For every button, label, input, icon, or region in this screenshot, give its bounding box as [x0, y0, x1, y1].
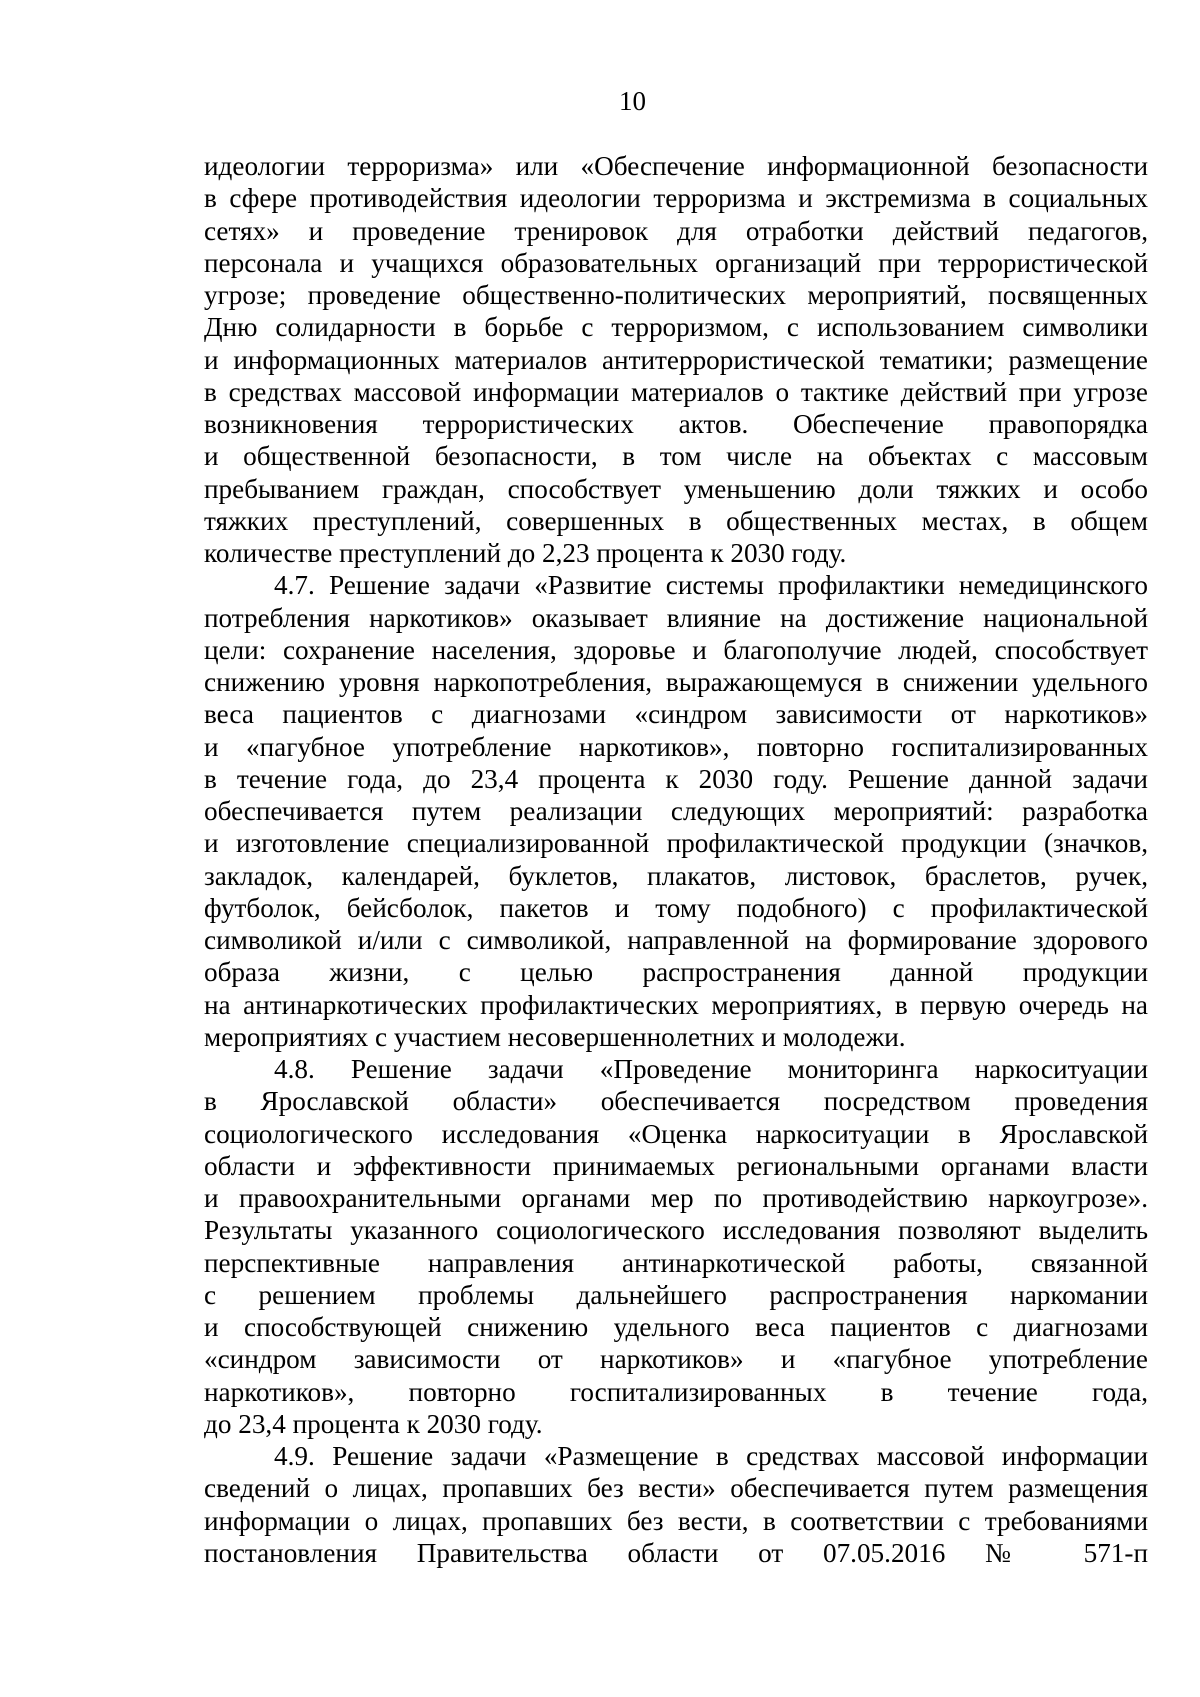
text-line: в сфере противодействия идеологии терроризма и экстремизма в социальных: [204, 183, 1148, 214]
paragraph-2-section-4-7: [204, 569, 1148, 1053]
text-line: идеологии терроризма» или «Обеспечение информационной безопасности: [204, 151, 1148, 181]
text-line: количестве преступлений до 2,23 процента к 2030 году.: [204, 538, 847, 568]
text-line: и «пагубное употребление наркотиков», повторно госпитализированных: [204, 731, 1148, 762]
text-line: 4.8. Решение задачи «Проведение мониторинга наркоситуации: [274, 1054, 1148, 1084]
text-line: и способствующей снижению удельного веса пациентов с диагнозами: [204, 1312, 1148, 1342]
text-line: Дню солидарности в борьбе с терроризмом, с использованием символики: [204, 312, 1148, 343]
text-line: наркотиков», повторно госпитализированных в течение года,: [204, 1376, 1148, 1407]
text-line: веса пациентов с диагнозами «синдром зависимости от наркотиков»: [204, 699, 1148, 730]
text-line: символикой и/или с символикой, направленной на формирование здорового: [204, 925, 1148, 955]
text-line: перспективные направления антинаркотической работы, связанной: [204, 1247, 1148, 1278]
text-line: персонала и учащихся образовательных организаций при террористической: [204, 247, 1148, 278]
text-line: области и эффективности принимаемых региональными органами власти: [204, 1150, 1148, 1181]
text-line: угрозе; проведение общественно-политических мероприятий, посвященных: [204, 280, 1148, 310]
text-line: сведений о лицах, пропавших без вести» обеспечивается путем размещения: [204, 1473, 1148, 1504]
text-line: информации о лицах, пропавших без вести, в соответствии с требованиями: [204, 1505, 1148, 1536]
text-line: закладок, календарей, буклетов, плакатов, листовок, браслетов, ручек,: [204, 860, 1148, 891]
text-line: Результаты указанного социологического исследования позволяют выделить: [204, 1215, 1148, 1246]
text-line: на антинаркотических профилактических мероприятиях, в первую очередь на: [204, 989, 1148, 1020]
text-line: и правоохранительными органами мер по противодействию наркоугрозе».: [204, 1183, 1148, 1213]
paragraph-3-section-4-8: [204, 1053, 1148, 1440]
text-line: мероприятиях с участием несовершеннолетних и молодежи.: [204, 1021, 906, 1052]
text-line: до 23,4 процента к 2030 году.: [204, 1408, 543, 1439]
text-line: возникновения террористических актов. Обеспечение правопорядка: [204, 409, 1148, 439]
page-number: 10: [619, 86, 646, 116]
text-line: тяжких преступлений, совершенных в общественных местах, в общем: [204, 505, 1148, 536]
text-line: «синдром зависимости от наркотиков» и «пагубное употребление: [204, 1344, 1148, 1375]
text-line: обеспечивается путем реализации следующих мероприятий: разработка: [204, 796, 1148, 826]
document-body: [204, 150, 1148, 1569]
text-line: и информационных материалов антитеррористической тематики; размещение: [204, 344, 1148, 375]
text-line: потребления наркотиков» оказывает влияние на достижение национальной: [204, 602, 1148, 633]
text-line: образа жизни, с целью распространения данной продукции: [204, 957, 1148, 988]
text-line: с решением проблемы дальнейшего распространения наркомании: [204, 1279, 1148, 1310]
text-line: 4.9. Решение задачи «Размещение в средствах массовой информации: [274, 1441, 1148, 1471]
text-line: цели: сохранение населения, здоровье и благополучие людей, способствует: [204, 634, 1148, 665]
text-line: социологического исследования «Оценка наркоситуации в Ярославской: [204, 1118, 1148, 1149]
text-line: сетях» и проведение тренировок для отработки действий педагогов,: [204, 215, 1148, 246]
text-line: снижению уровня наркопотребления, выражающемуся в снижении удельного: [204, 667, 1148, 697]
text-line: и общественной безопасности, в том числе на объектах с массовым: [204, 441, 1148, 472]
text-line: в средствах массовой информации материалов о тактике действий при угрозе: [204, 376, 1148, 407]
text-line: пребыванием граждан, способствует уменьшению доли тяжких и особо: [204, 473, 1148, 504]
text-line: 4.7. Решение задачи «Развитие системы профилактики немедицинского: [274, 570, 1148, 601]
text-line: и изготовление специализированной профилактической продукции (значков,: [204, 828, 1148, 859]
text-line: постановления Правительства области от 07.05.2016 № 571-п: [204, 1537, 1148, 1568]
text-line: в Ярославской области» обеспечивается посредством проведения: [204, 1086, 1148, 1117]
text-line: футболок, бейсболок, пакетов и тому подобного) с профилактической: [204, 892, 1148, 923]
text-line: в течение года, до 23,4 процента к 2030 году. Решение данной задачи: [204, 763, 1148, 794]
paragraph-4-section-4-9: [204, 1440, 1148, 1569]
paragraph-1: [204, 150, 1148, 569]
